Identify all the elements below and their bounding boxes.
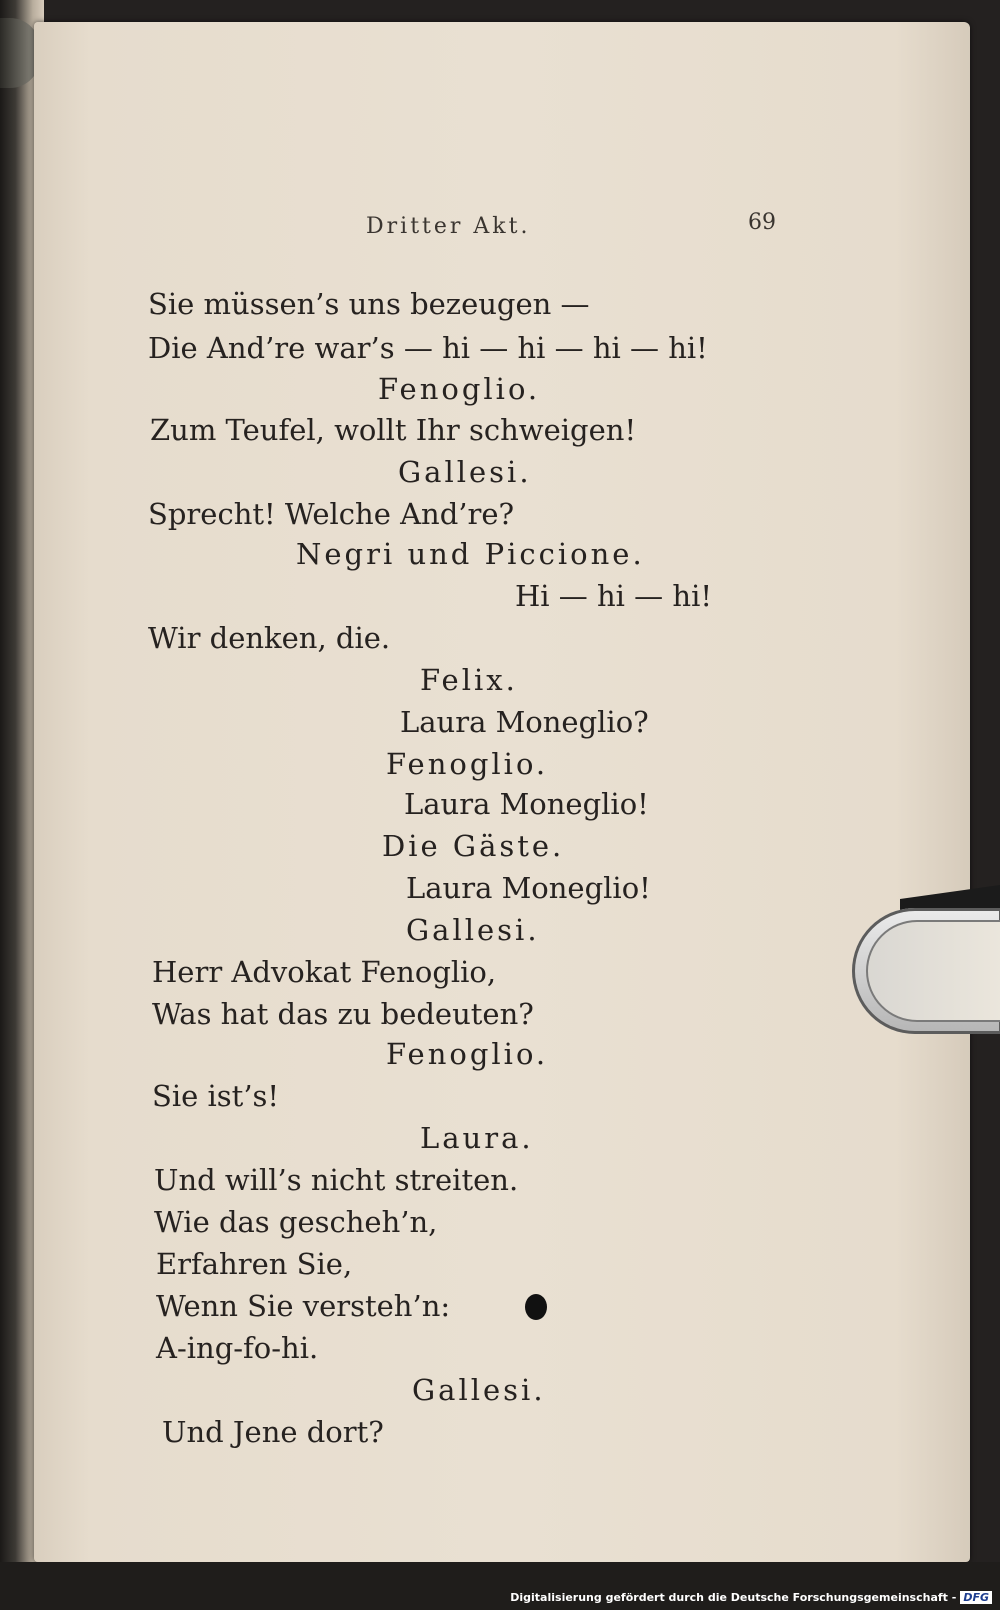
- verse-line: Laura Moneglio!: [404, 787, 649, 821]
- verse-line: Die And’re war’s — hi — hi — hi — hi!: [148, 331, 708, 365]
- paper-clip-inner: [866, 920, 1000, 1022]
- speaker-name: Laura.: [420, 1121, 534, 1155]
- verse-line: Was hat das zu bedeuten?: [152, 997, 534, 1031]
- dfg-logo-icon: DFG: [960, 1591, 992, 1604]
- verse-line: Laura Moneglio!: [406, 871, 651, 905]
- verse-line: Wir denken, die.: [148, 621, 391, 655]
- ink-blot: [525, 1294, 547, 1320]
- verse-line: Wie das gescheh’n,: [154, 1205, 438, 1239]
- digitization-footer: [510, 1591, 992, 1604]
- speaker-name: Gallesi.: [398, 455, 532, 489]
- speaker-name: Negri und Piccione.: [296, 537, 645, 571]
- verse-line: Erfahren Sie,: [156, 1247, 353, 1281]
- verse-line: Herr Advokat Fenoglio,: [152, 955, 497, 989]
- verse-line: Und Jene dort?: [162, 1415, 384, 1449]
- speaker-name: Fenoglio.: [386, 747, 549, 781]
- verse-line: Zum Teufel, wollt Ihr schweigen!: [150, 413, 637, 447]
- speaker-name: Gallesi.: [406, 913, 540, 947]
- verse-line: Sie müssen’s uns bezeugen —: [148, 287, 590, 321]
- speaker-name: Die Gäste.: [382, 829, 565, 863]
- verse-line: A-ing-fo-hi.: [156, 1331, 319, 1365]
- verse-line: Hi — hi — hi!: [515, 579, 712, 613]
- speaker-name: Felix.: [420, 663, 518, 697]
- page-number: 69: [748, 210, 776, 235]
- running-title: Dritter Akt.: [366, 214, 531, 239]
- verse-line: Sie ist’s!: [152, 1079, 280, 1113]
- speaker-name: Gallesi.: [412, 1373, 546, 1407]
- verse-line: Sprecht! Welche And’re?: [148, 497, 515, 531]
- footer-text: Digitalisierung gefördert durch die Deutsche Forschungsgemeinschaft -: [510, 1591, 957, 1604]
- verse-line: Wenn Sie versteh’n:: [156, 1289, 451, 1323]
- verse-line: Laura Moneglio?: [400, 705, 649, 739]
- speaker-name: Fenoglio.: [378, 372, 541, 406]
- speaker-name: Fenoglio.: [386, 1037, 549, 1071]
- verse-line: Und will’s nicht streiten.: [154, 1163, 519, 1197]
